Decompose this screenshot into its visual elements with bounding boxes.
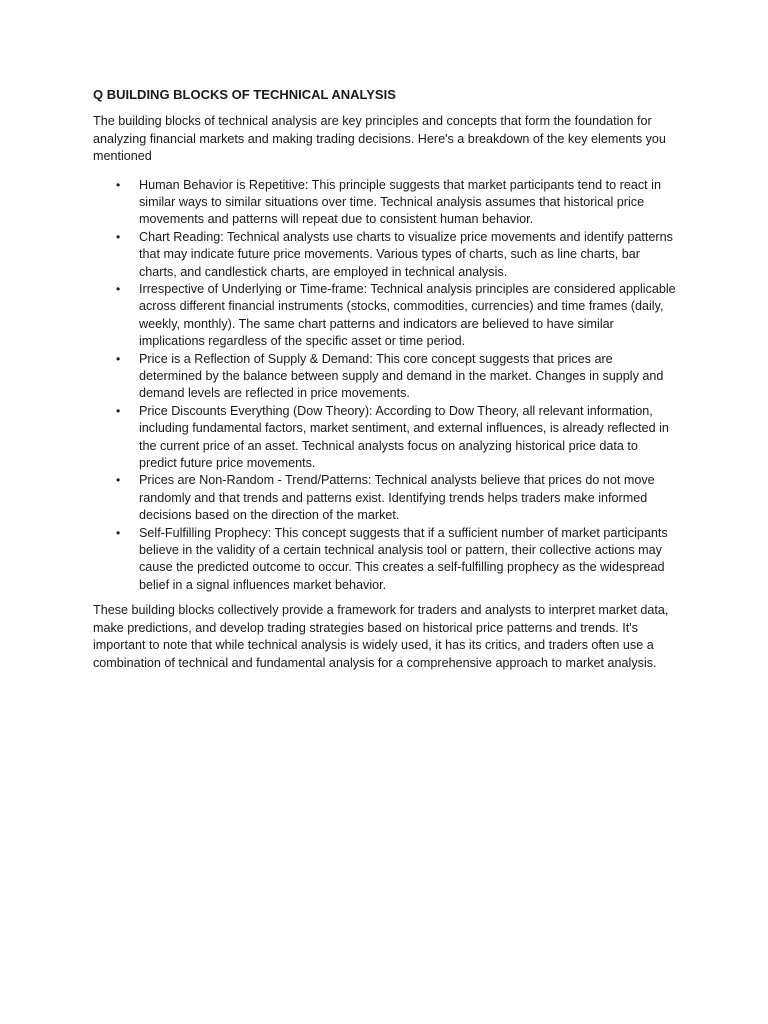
bullet-icon: • <box>116 473 121 488</box>
bullet-icon: • <box>116 177 121 192</box>
list-item-text: Chart Reading: Technical analysts use charts to visualize price movements and identify patterns that may indicate future price movements. Various types of charts, such as line charts, bar charts, and candlestick charts, are employed in technical analysis. <box>139 229 673 279</box>
document-title: Q BUILDING BLOCKS OF TECHNICAL ANALYSIS <box>93 87 396 102</box>
document-page <box>93 86 677 672</box>
conclusion-paragraph: These building blocks collectively provide a framework for traders and analysts to interpret market data, make predictions, and develop trading strategies based on historical price patterns and trends. It's important to note that while technical analysis is widely used, it has its critics, and traders often use a combination of technical and fundamental analysis for a comprehensive approach to market analysis. <box>93 603 669 670</box>
list-item <box>116 403 677 473</box>
bullet-icon: • <box>116 525 121 540</box>
bullet-icon: • <box>116 229 121 244</box>
list-item-text: Price is a Reflection of Supply & Demand: This core concept suggests that prices are determined by the balance between supply and demand in the market. Changes in supply and demand levels are reflected in price movements. <box>139 351 664 401</box>
list-item-text: Irrespective of Underlying or Time-frame: Technical analysis principles are considered applicable across different financial instruments (stocks, commodities, currencies) and time frames (daily, weekly, monthly). The same chart patterns and indicators are believed to have similar implications regardless of the specific asset or time period. <box>139 281 676 349</box>
list-item-text: Prices are Non-Random - Trend/Patterns: Technical analysts believe that prices do not move randomly and that trends and patterns exist. Identifying trends helps traders make informed decisions based on the direction of the market. <box>139 473 655 523</box>
bullet-list <box>93 177 677 595</box>
intro-paragraph: The building blocks of technical analysis are key principles and concepts that form the foundation for analyzing financial markets and making trading decisions. Here's a breakdown of the key elements you mentioned <box>93 114 666 163</box>
list-item-text: Self-Fulfilling Prophecy: This concept suggests that if a sufficient number of market participants believe in the validity of a certain technical analysis tool or pattern, their collective actions may cause the predicted outcome to occur. This creates a self-fulfilling prophecy as the widespread belief in a signal influences market behavior. <box>139 525 668 592</box>
bullet-icon: • <box>116 403 121 418</box>
list-item <box>116 525 677 595</box>
list-item-text: Price Discounts Everything (Dow Theory): According to Dow Theory, all relevant information, including fundamental factors, market sentiment, and external influences, is already reflected in the current price of an asset. Technical analysts focus on analyzing historical price data to predict future price movements. <box>139 403 669 470</box>
list-item <box>116 472 677 524</box>
list-item <box>116 351 677 403</box>
list-item <box>116 229 677 281</box>
bullet-icon: • <box>116 351 121 366</box>
list-item-text: Human Behavior is Repetitive: This principle suggests that market participants tend to react in similar ways to similar situations over time. Technical analysis assumes that historical price movements and patterns will repeat due to consistent human behavior. <box>139 177 661 227</box>
list-item <box>116 177 677 229</box>
bullet-icon: • <box>116 281 121 296</box>
list-item <box>116 281 677 351</box>
